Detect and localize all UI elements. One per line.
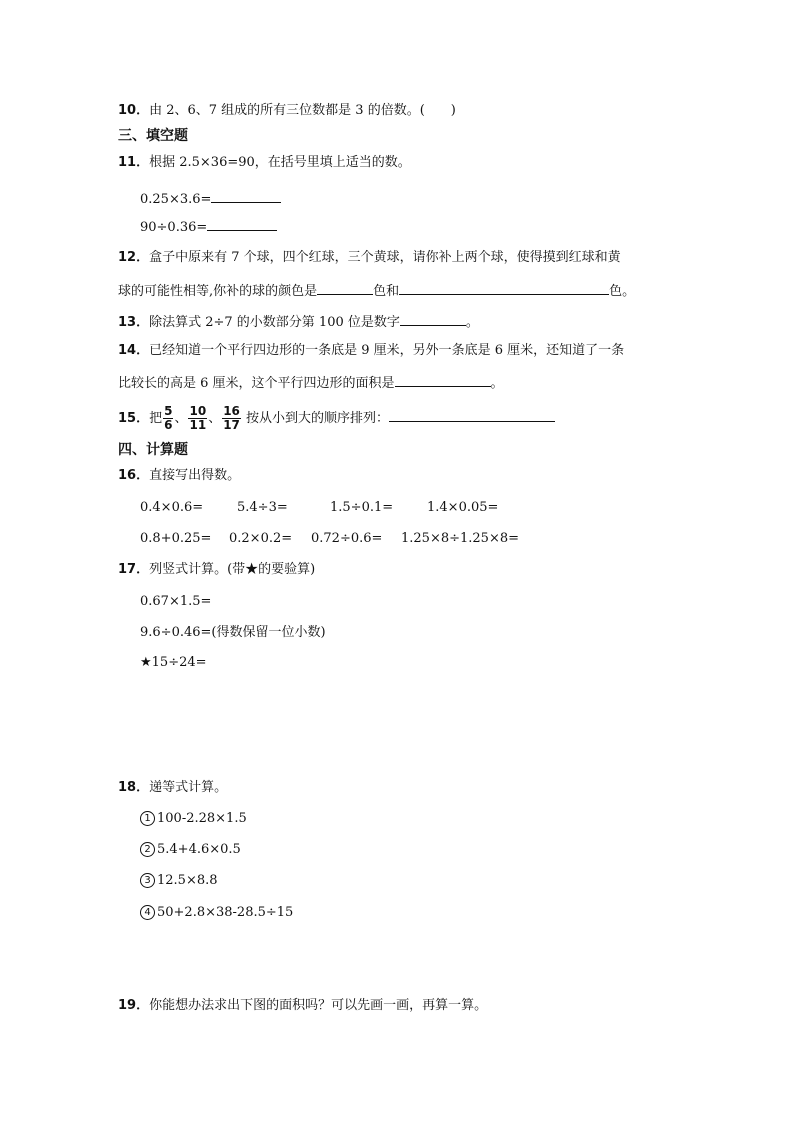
question-number: 18． bbox=[118, 780, 150, 795]
question-text: 已经知道一个平行四边形的一条底是 9 厘米，另外一条底是 6 厘米，还知道了一条 bbox=[149, 343, 625, 358]
question-16 bbox=[118, 466, 240, 486]
answer-blank[interactable] bbox=[389, 407, 555, 422]
circled-number: 4 bbox=[140, 905, 155, 920]
question-number: 13． bbox=[118, 315, 150, 330]
question-text: 递等式计算。 bbox=[149, 780, 228, 795]
q18-item-2: 2 5.4+4.6×0.5 bbox=[140, 840, 241, 860]
q11-item-1: 0.25×3.6= bbox=[140, 188, 281, 210]
fraction-10-11: $\frac{10}{11}$ bbox=[189, 404, 207, 432]
circled-number: 1 bbox=[140, 811, 155, 826]
question-14 bbox=[118, 341, 624, 361]
answer-blank[interactable] bbox=[211, 188, 281, 203]
question-12 bbox=[118, 248, 621, 268]
calc-item: 0.2×0.2= bbox=[229, 531, 293, 546]
answer-blank[interactable] bbox=[207, 216, 277, 231]
q18-item-4: 4 50+2.8×38-28.5÷15 bbox=[140, 903, 293, 923]
calc-item: 0.72÷0.6= bbox=[311, 531, 383, 546]
question-15: 15．把 $\frac{5}{6}$ 、 $\frac{10}{11}$ 、 $\frac{16}{17}$ 按从小到大的顺序排列： bbox=[118, 404, 555, 434]
circled-number: 3 bbox=[140, 873, 155, 888]
q18-item-3: 3 12.5×8.8 bbox=[140, 871, 218, 891]
question-number: 12． bbox=[118, 250, 150, 265]
answer-blank[interactable] bbox=[395, 372, 491, 387]
q17-item-2: 9.6÷0.46=(得数保留一位小数) bbox=[140, 625, 326, 640]
question-number: 17． bbox=[118, 562, 150, 577]
question-18 bbox=[118, 778, 227, 798]
question-text: 你能想办法求出下图的面积吗？可以先画一画，再算一算。 bbox=[149, 998, 488, 1013]
question-number: 11． bbox=[118, 155, 150, 170]
question-19 bbox=[118, 996, 487, 1016]
question-14-line-2: 比较长的高是 6 厘米，这个平行四边形的面积是 。 bbox=[118, 372, 504, 394]
question-text: 根据 2.5×36=90，在括号里填上适当的数。 bbox=[149, 155, 411, 170]
question-10 bbox=[118, 101, 456, 121]
question-number: 16． bbox=[118, 468, 150, 483]
answer-blank[interactable] bbox=[400, 311, 466, 326]
q11-item-2: 90÷0.36= bbox=[140, 216, 277, 238]
section-heading-calculation: 四、计算题 bbox=[118, 442, 188, 458]
q17-item-1: 0.67×1.5= bbox=[140, 594, 212, 609]
calc-item: 0.4×0.6= bbox=[140, 500, 204, 515]
circled-number: 2 bbox=[140, 842, 155, 857]
fraction-16-17: $\frac{16}{17}$ bbox=[223, 404, 240, 432]
answer-blank[interactable] bbox=[317, 280, 373, 295]
question-11 bbox=[118, 153, 411, 173]
question-text: 盒子中原来有 7 个球，四个红球，三个黄球，请你补上两个球，使得摸到红球和黄 bbox=[149, 250, 621, 265]
question-13: 13．除法算式 2÷7 的小数部分第 100 位是数字 。 bbox=[118, 311, 479, 333]
calc-item: 0.8+0.25= bbox=[140, 531, 212, 546]
q17-item-3: ★15÷24= bbox=[140, 655, 207, 670]
question-number: 14． bbox=[118, 343, 150, 358]
question-text: 直接写出得数。 bbox=[149, 468, 241, 483]
question-text: 列竖式计算。(带★的要验算) bbox=[149, 562, 316, 577]
q18-item-1: 1 100-2.28×1.5 bbox=[140, 809, 247, 829]
fraction-5-6: $\frac{5}{6}$ bbox=[164, 404, 173, 432]
question-12-line-2: 球的可能性相等,你补的球的颜色是 色和 色。 bbox=[118, 280, 635, 302]
question-text: 除法算式 2÷7 的小数部分第 100 位是数字 bbox=[149, 315, 400, 330]
question-number: 10． bbox=[118, 103, 150, 118]
calc-item: 5.4÷3= bbox=[237, 500, 288, 515]
question-number: 19． bbox=[118, 998, 150, 1013]
question-number: 15． bbox=[118, 411, 150, 426]
section-heading-fill-in: 三、填空题 bbox=[118, 128, 188, 144]
calc-item: 1.25×8÷1.25×8= bbox=[401, 531, 520, 546]
answer-blank[interactable] bbox=[399, 280, 609, 295]
question-17 bbox=[118, 560, 315, 580]
question-text: 由 2、6、7 组成的所有三位数都是 3 的倍数。( ) bbox=[149, 103, 456, 118]
calc-item: 1.4×0.05= bbox=[427, 500, 499, 515]
calc-item: 1.5÷0.1= bbox=[330, 500, 394, 515]
